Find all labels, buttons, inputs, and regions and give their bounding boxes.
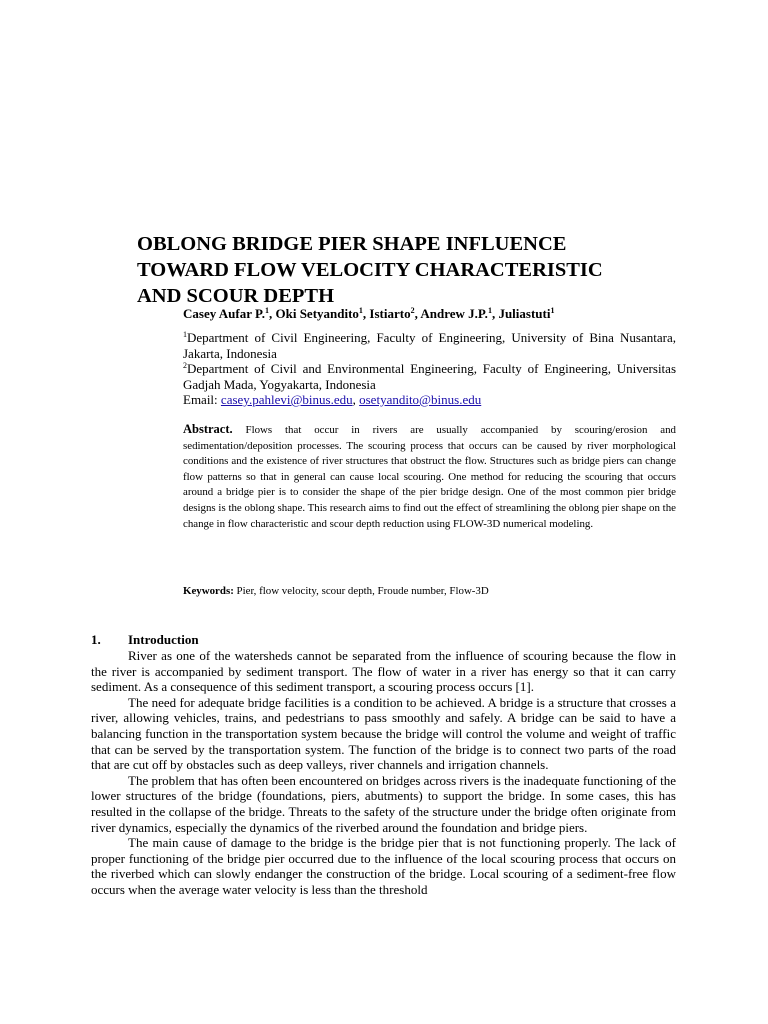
author-affil-mark: 1 [550,306,555,315]
author-list [183,305,683,323]
title-line-2: TOWARD FLOW VELOCITY CHARACTERISTIC [137,259,603,281]
author-separator: , [414,306,421,321]
section-title: Introduction [128,632,199,647]
keywords [183,584,676,599]
affiliation-mark: 1 [183,330,187,339]
title-line-3: AND SCOUR DEPTH [137,285,335,307]
author-name: Istiarto [369,306,411,321]
affiliation-2 [183,361,676,392]
email-line [183,392,481,408]
introduction-body [91,648,676,898]
abstract-label: Abstract. [183,422,233,436]
author-name: Andrew J.P. [420,306,488,321]
author-affil-mark: 1 [487,306,492,315]
affiliation-text: Department of Civil and Environmental Engineering, Faculty of Engineering, Universitas Gadjah Mada, Yogyakarta, Indonesia [183,361,676,392]
email-link-casey[interactable]: casey.pahlevi@binus.edu [220,392,353,407]
affiliation-1 [183,330,676,361]
author-affil-mark: 1 [264,306,269,315]
section-heading-introduction [91,632,199,648]
paper-title [137,231,677,309]
paragraph: River as one of the watersheds cannot be separated from the influence of scouring because the flow in the river is accompanied by sediment transport. The flow of water in a river has energy so that it can carry sediment. As a consequence of this sediment transport, a scouring process occurs [1]. [91,648,676,695]
abstract-text: Flows that occur in rivers are usually accompanied by scouring/erosion and sedimentation/deposition processes. The scouring process that occurs can be caused by river morphological conditions and the existence of river structures that obstruct the flow. Structures such as bridge piers can change flow patterns so that in general can cause local scouring. One method for reducing the scouring that occurs around a bridge pier is to consider the shape of the pier bridge design. One of the most common pier bridge designs is the oblong shape. This research aims to find out the effect of streamlining the oblong pier shape on the change in flow characteristic and scour depth reduction using FLOW-3D numerical modeling. [183,424,676,530]
keywords-label: Keywords: [183,585,234,597]
author-name: Juliastuti [498,306,551,321]
email-link-oki[interactable]: osetyandito@binus.edu [359,392,482,407]
paragraph: The need for adequate bridge facilities is a condition to be achieved. A bridge is a structure that crosses a river, allowing vehicles, trains, and pedestrians to pass smoothly and safely. A bridge can be said to have a balancing function in the transportation system because the bridge will control the volume and weight of traffic that can be served by the transportation system. The function of the bridge is to connect two parts of the road that are cut off by obstacles such as deep valleys, river channels and irrigation channels. [91,694,676,773]
affiliation-text: Department of Civil Engineering, Faculty of Engineering, University of Bina Nusantara, Jakarta, Indonesia [183,330,676,361]
section-number: 1. [91,632,101,647]
email-separator: , [352,392,360,407]
email-label: Email: [183,392,221,407]
author-separator: , [491,306,499,321]
paragraph: The main cause of damage to the bridge is the bridge pier that is not functioning properly. The lack of proper functioning of the bridge pier occurred due to the influence of the local scouring process that occurs on the riverbed which can slowly endanger the construction of the bridge. Local scouring of a sediment-free flow occurs when the average water velocity is less than the threshold [91,835,676,897]
author-affil-mark: 2 [410,306,415,315]
keywords-text: Pier, flow velocity, scour depth, Froude number, Flow-3D [233,585,489,597]
author-separator: , [362,306,370,321]
paragraph: The problem that has often been encountered on bridges across rivers is the inadequate functioning of the lower structures of the bridge (foundations, piers, abutments) to support the bridge. In some cases, this has resulted in the collapse of the bridge. Threats to the safety of the structure under the bridge often originate from river dynamics, especially the dynamics of the riverbed around the foundation and bridge piers. [91,772,676,835]
affiliation-mark: 2 [183,361,187,370]
abstract [183,422,676,532]
title-line-1: OBLONG BRIDGE PIER SHAPE INFLUENCE [137,233,567,255]
author-name: Casey Aufar P. [183,306,265,321]
author-name: Oki Setyandito [275,306,359,321]
author-separator: , [268,306,276,321]
author-affil-mark: 1 [358,306,363,315]
